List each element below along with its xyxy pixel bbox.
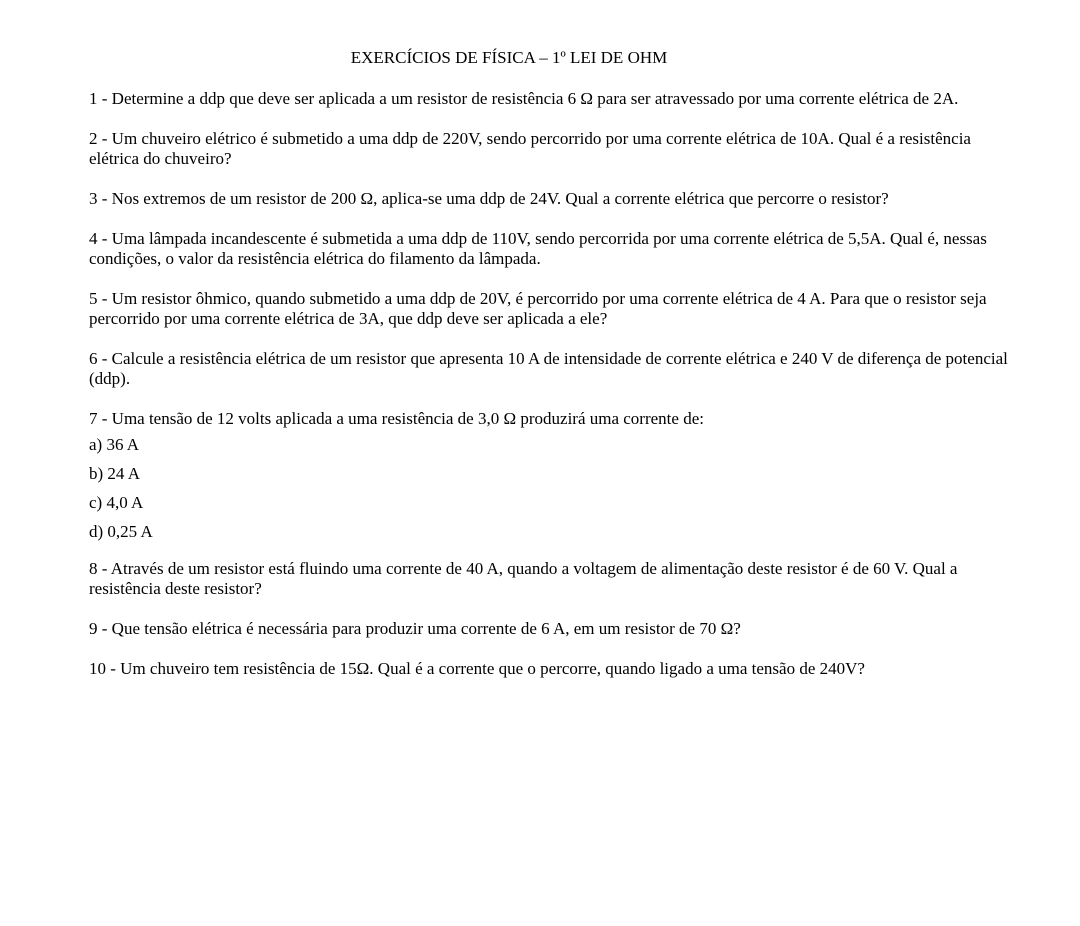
question-1 [89,89,1009,109]
option-d: d) 0,25 A [89,522,153,541]
question-text: 6 - Calcule a resistência elétrica de um resistor que apresenta 10 A de intensidade de corrente elétrica e 240 V de diferença de potencial (ddp). [89,349,1008,388]
document-page [89,48,1009,699]
question-text: 2 - Um chuveiro elétrico é submetido a uma ddp de 220V, sendo percorrido por uma corrente elétrica de 10A. Qual é a resistência elétrica do chuveiro? [89,129,971,168]
question-9 [89,619,1009,639]
question-7 [89,409,1009,542]
question-8 [89,559,1009,599]
question-4 [89,229,1009,269]
question-text: 8 - Através de um resistor está fluindo uma corrente de 40 A, quando a voltagem de alimentação deste resistor é de 60 V. Qual a resistência deste resistor? [89,559,958,598]
question-text: 9 - Que tensão elétrica é necessária para produzir uma corrente de 6 A, em um resistor de 70 Ω? [89,619,741,638]
question-3 [89,189,1009,209]
option-b: b) 24 A [89,464,140,483]
document-title: EXERCÍCIOS DE FÍSICA – 1º LEI DE OHM [350,48,668,67]
question-2 [89,129,1009,169]
question-text: 10 - Um chuveiro tem resistência de 15Ω. Qual é a corrente que o percorre, quando ligado a uma tensão de 240V? [89,659,865,678]
answer-options [89,435,1009,542]
question-10 [89,659,1009,679]
option-a: a) 36 A [89,435,140,454]
question-text: 1 - Determine a ddp que deve ser aplicada a um resistor de resistência 6 Ω para ser atravessado por uma corrente elétrica de 2A. [89,89,959,108]
question-5 [89,289,1009,329]
question-text: 5 - Um resistor ôhmico, quando submetido a uma ddp de 20V, é percorrido por uma corrente elétrica de 4 A. Para que o resistor seja percorrido por uma corrente elétrica de 3A, que ddp deve ser aplicada a ele? [89,289,987,328]
question-text: 7 - Uma tensão de 12 volts aplicada a uma resistência de 3,0 Ω produzirá uma corrente de: [89,409,704,428]
option-c: c) 4,0 A [89,493,144,512]
question-text: 3 - Nos extremos de um resistor de 200 Ω, aplica-se uma ddp de 24V. Qual a corrente elétrica que percorre o resistor? [89,189,889,208]
question-text: 4 - Uma lâmpada incandescente é submetida a uma ddp de 110V, sendo percorrida por uma corrente elétrica de 5,5A. Qual é, nessas condições, o valor da resistência elétrica do filamento da lâmpada. [89,229,987,268]
question-6 [89,349,1009,389]
